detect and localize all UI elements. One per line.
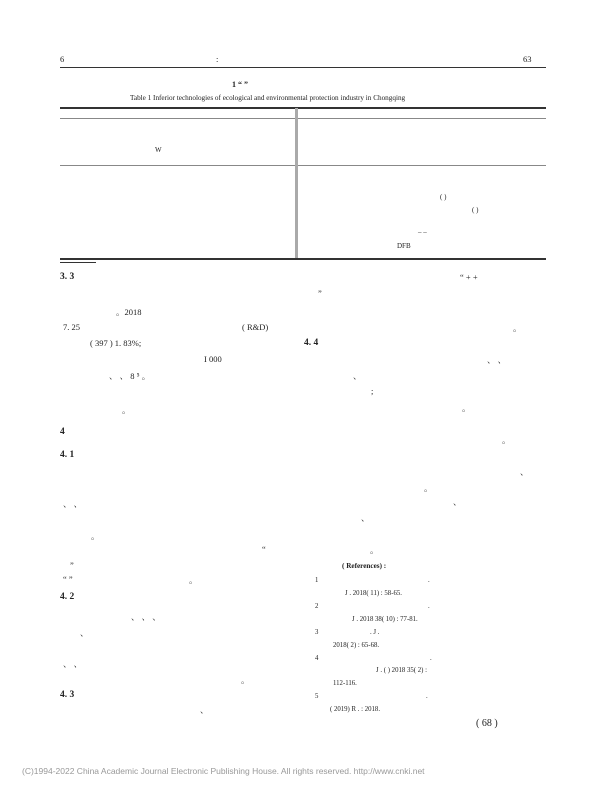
body-text: ; — [371, 386, 374, 396]
body-text: 。 — [91, 531, 100, 541]
body-text: “ + + — [460, 272, 478, 282]
table-title-cn: 1 “ ” — [232, 80, 248, 89]
table-column-divider — [295, 108, 298, 258]
body-text: 。 — [370, 545, 379, 555]
section-4-1-heading: 4. 1 — [60, 450, 75, 460]
body-text: 、 、 — [63, 499, 83, 509]
body-text: 。2018 — [116, 307, 142, 317]
body-text: 。 — [122, 405, 131, 415]
body-text: 、 、 8 ⁵ 。 — [109, 371, 151, 381]
body-text: 、 — [520, 467, 529, 477]
body-text: 。 — [241, 675, 250, 685]
body-text: ( R&D) — [242, 322, 269, 332]
references-heading: ( References) : — [342, 562, 387, 570]
body-text: 。 — [502, 435, 511, 445]
journal-issue: 6 — [60, 54, 65, 64]
section-4-4-heading: 4. 4 — [304, 338, 319, 348]
reference-text: 112-116. — [333, 680, 357, 687]
page-number: 63 — [523, 54, 532, 64]
table-cell: W — [155, 146, 162, 154]
body-text: 。 — [462, 403, 471, 413]
body-text: 、 — [361, 513, 370, 523]
header-separator: : — [216, 54, 219, 64]
reference-text: . — [430, 655, 432, 662]
table-header-rule — [60, 118, 546, 119]
section-4-3-heading: 4. 3 — [60, 690, 75, 700]
section-4-2-heading: 4. 2 — [60, 592, 75, 602]
reference-number: 5 — [315, 693, 319, 700]
body-text: 、 — [80, 628, 89, 638]
body-text: “ — [262, 544, 266, 554]
body-text: 、 — [453, 497, 462, 507]
body-text: 、 、 、 — [131, 612, 161, 622]
reference-text: 2018( 2) : 65-68. — [333, 642, 380, 649]
header-rule — [60, 67, 546, 68]
section-3-3-heading: 3. 3 — [60, 272, 75, 282]
section-4-heading: 4 — [60, 427, 65, 437]
footnote-rule — [60, 262, 96, 263]
reference-text: . — [428, 603, 430, 610]
reference-number: 4 — [315, 655, 319, 662]
reference-text: J . 2018( 11) : 58-65. — [345, 590, 402, 597]
reference-text: . — [428, 577, 430, 584]
reference-text: J . 2018 38( 10) : 77-81. — [352, 616, 418, 623]
reference-text: J . ( ) 2018 35( 2) : — [376, 667, 427, 674]
table-bottom-rule — [60, 258, 546, 260]
body-text: ” — [70, 560, 74, 570]
body-text: 、 、 — [487, 355, 507, 365]
body-text: 、 — [353, 371, 362, 381]
table-cell: DFB — [397, 242, 411, 250]
body-text: ( 397 ) 1. 83%; — [90, 338, 142, 348]
body-text: 、 、 — [63, 659, 83, 669]
reference-number: 1 — [315, 577, 319, 584]
body-text: 。 — [189, 575, 198, 585]
reference-text: . — [426, 693, 428, 700]
table-title-en: Table 1 Inferior technologies of ecological and environmental protection industry in Chongqing — [130, 94, 406, 102]
body-text: “ ” — [63, 574, 73, 584]
reference-text: ( 2019) R . : 2018. — [330, 706, 381, 713]
copyright-footer: (C)1994-2022 China Academic Journal Electronic Publishing House. All rights reserved. http://www.cnki.net — [22, 766, 425, 776]
body-text: 7. 25 — [63, 322, 80, 332]
body-text: ” — [318, 288, 322, 298]
reference-number: 3 — [315, 629, 319, 636]
body-text: 。 — [424, 483, 433, 493]
body-text: 。 — [513, 323, 522, 333]
table-cell: ( ) — [472, 206, 479, 214]
continued-note: ( 68 ) — [476, 718, 498, 729]
body-text: 、 — [200, 705, 209, 715]
table-cell: ( ) — [440, 193, 447, 201]
table-row-rule — [60, 165, 546, 166]
body-text: I 000 — [204, 354, 222, 364]
reference-number: 2 — [315, 603, 319, 610]
table-cell: – – — [418, 228, 427, 236]
table-top-rule — [60, 107, 546, 109]
reference-text: . J . — [370, 629, 380, 636]
